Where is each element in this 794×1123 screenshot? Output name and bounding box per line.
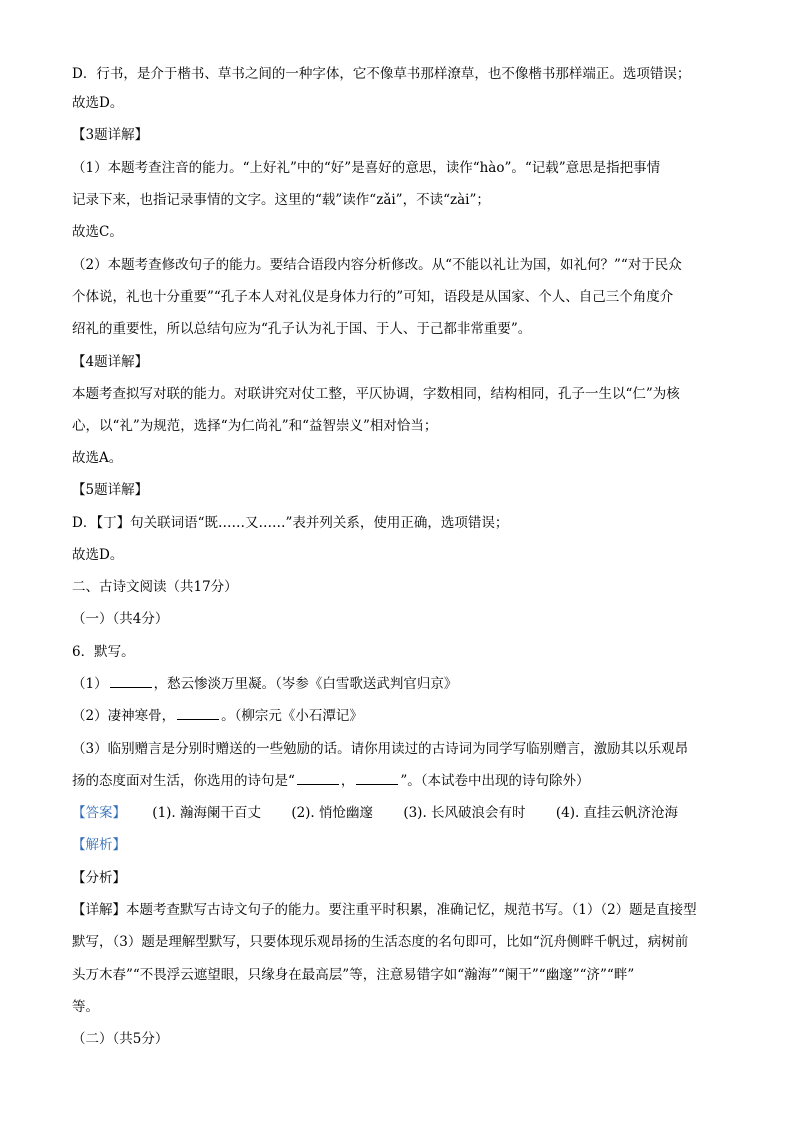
text-line: 【详解】本题考查默写古诗文句子的能力。要注重平时积累，准确记忆，规范书写。（1）（2）题是直接型: [72, 902, 697, 918]
section-heading: 【分析】: [72, 870, 126, 886]
question-item: [72, 674, 457, 694]
text-line: （1）本题考查注音的能力。“上好礼”中的“好”是喜好的意思，读作“hào”。“记载”意思是指把事情: [72, 160, 661, 176]
answer-item: (2). 悄怆幽邃: [291, 805, 374, 821]
section-heading: 【3题详解】: [72, 127, 149, 143]
text-line: 心，以“礼”为规范，选择“为仁尚礼”和“益智崇义”相对恰当；: [72, 418, 438, 434]
section-heading: 【4题详解】: [72, 354, 149, 370]
part-heading: 二、古诗文阅读（共17分）: [72, 579, 238, 595]
subpart-heading: （一）（共4分）: [72, 611, 169, 627]
answer-label: 【答案】: [72, 805, 126, 821]
answer-blank: [110, 674, 152, 688]
answer-item: (4). 直挂云帆济沧海: [555, 805, 679, 821]
text-line: （2）本题考查修改句子的能力。要结合语段内容分析修改。从“不能以礼让为国，如礼何？”“对于民众: [72, 257, 682, 273]
text-line: 故选D。: [72, 95, 124, 111]
answer-blank: [297, 771, 339, 785]
text-line: 故选C。: [72, 224, 123, 240]
text-line: 故选D。: [72, 547, 124, 563]
text-line: 头万木春”“不畏浮云遮望眼，只缘身在最高层”等，注意易错字如“瀚海”“阑干”“幽邃”“济”“畔”: [72, 967, 635, 983]
text-line: 本题考查拟写对联的能力。对联讲究对仗工整，平仄协调，字数相同，结构相同，孔子一生以“仁”为核: [72, 386, 680, 402]
text-line: 绍礼的重要性，所以总结句应为“孔子认为礼于国、于人、于己都非常重要”。: [72, 321, 532, 337]
question-item: [72, 706, 363, 726]
answer-blank: [356, 771, 398, 785]
text-line: 故选A。: [72, 450, 123, 466]
text-line: D．行书，是介于楷书、草书之间的一种字体，它不像草书那样潦草，也不像楷书那样端正。选项错误；: [72, 66, 691, 82]
section-heading: 【5题详解】: [72, 482, 149, 498]
item-text: 。（柳宗元《小石潭记》: [221, 708, 363, 724]
text-line: 默写，（3）题是理解型默写，只要体现乐观昂扬的生活态度的名句即可，比如“沉舟侧畔千帆过，病树前: [72, 934, 689, 950]
answer-item: (1). 瀚海阑干百丈: [152, 805, 262, 821]
question-item: （3）临别赠言是分别时赠送的一些勉励的话。请你用读过的古诗词为同学写临别赠言，激励其以乐观昂: [72, 741, 689, 757]
item-text: ”。（本试卷中出现的诗句除外）: [400, 773, 590, 789]
text-line: 等。: [72, 999, 99, 1015]
item-text: 扬的态度面对生活，你选用的诗句是“: [72, 773, 295, 789]
item-text: ，: [340, 773, 355, 789]
item-number: （1）: [72, 676, 108, 692]
question-title: 6．默写。: [72, 644, 135, 660]
answer-row: [72, 803, 678, 823]
item-text: （2）凄神寒骨，: [72, 708, 176, 724]
subpart-heading: （二）（共5分）: [72, 1031, 169, 1047]
answer-blank: [177, 706, 219, 720]
question-item: [72, 771, 590, 791]
answer-item: (3). 长风破浪会有时: [403, 805, 526, 821]
text-line: 记录下来，也指记录事情的文字。这里的“载”读作“zǎi”，不读“zài”；: [72, 192, 490, 208]
item-text: ，愁云惨淡万里凝。（岑参《白雪歌送武判官归京》: [153, 676, 458, 692]
text-line: D．【丁】句关联词语“既……又……”表并列关系，使用正确，选项错误；: [72, 515, 509, 531]
analysis-label: 【解析】: [72, 837, 126, 853]
text-line: 个体说，礼也十分重要”“孔子本人对礼仪是身体力行的”可知，语段是从国家、个人、自己三个角度介: [72, 289, 674, 305]
